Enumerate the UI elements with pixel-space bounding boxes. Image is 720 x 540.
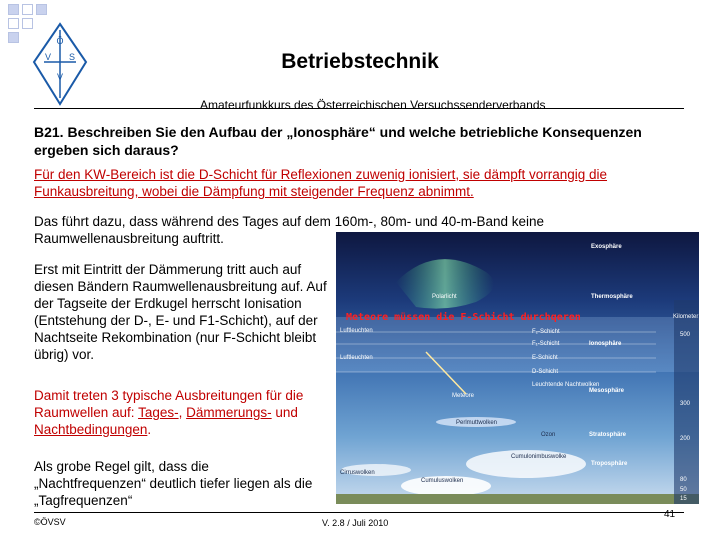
svg-text:Ö: Ö [56, 36, 64, 46]
page-subtitle: Amateurfunkkurs des Österreichischen Versuchssenderverbands [200, 98, 546, 112]
label-mesosphere: Mesosphäre [589, 388, 625, 394]
label-stratosphere: Stratosphäre [589, 432, 627, 438]
sep-1: , [178, 405, 187, 420]
svg-text:V: V [56, 72, 64, 82]
km-tick-15: 15 [680, 496, 687, 502]
footer-copyright: ©ÖVSV [34, 517, 66, 527]
ground [336, 494, 699, 504]
label-exosphere: Exosphäre [591, 244, 622, 250]
label-cumulus: Cumuluswolken [421, 478, 464, 484]
tag-link: Tages- [138, 405, 179, 420]
daemmerung-link: Dämmerungs- [186, 405, 272, 420]
km-tick-500: 500 [680, 332, 691, 338]
page-number: 41 [664, 509, 676, 520]
footer-version: V. 2.8 / Juli 2010 [322, 518, 389, 528]
atmosphere-diagram [336, 232, 699, 504]
footer-divider [34, 512, 684, 513]
paragraph-daytime: Das führt dazu, dass während des Tages auf dem 160m-, 80m- und 40-m-Band keine Raumwellenausbreitung auftritt. [34, 214, 545, 246]
answer-red-span: Für den KW-Bereich ist die D-Schicht für Reflexionen zuwenig ionisiert, sie dämpft vorrangig die Funkausbreitung, wobei die Dämpfung mit steigender Frequenz abnimmt. [34, 167, 608, 199]
label-f2: F₂-Schicht [532, 329, 560, 335]
km-tick-80: 80 [680, 477, 687, 483]
label-d: D-Schicht [532, 369, 559, 375]
propagation-intro: Damit treten 3 typische Ausbreitungen für die Raumwellen auf: [34, 388, 304, 420]
sep-2: und [271, 405, 298, 420]
page-title: Betriebstechnik [281, 50, 439, 73]
km-tick-50: 50 [680, 487, 687, 493]
nacht-link: Nachtbedingungen [34, 422, 148, 437]
label-polarlicht: Polarlicht [432, 294, 457, 300]
svg-text:S: S [68, 52, 76, 62]
label-luftleuchten-1: Luftleuchten [340, 328, 373, 334]
svg-text:V: V [44, 52, 52, 62]
label-perlmutt: Perlmuttwolken [456, 420, 498, 426]
label-meteore: Meteore [452, 393, 475, 399]
label-luftleuchten-2: Luftleuchten [340, 355, 373, 361]
meteor-overlay-text: Meteore müssen die F-Schicht durchqeren [346, 312, 581, 323]
label-ozon: Ozon [541, 432, 556, 438]
label-ionosphere: Ionosphäre [589, 341, 622, 347]
km-tick-200: 200 [680, 436, 691, 442]
paragraph-rule: Als grobe Regel gilt, dass die „Nachtfrequenzen“ deutlich tiefer liegen als die „Tagfrequenzen“ [34, 459, 313, 508]
label-nlc: Leuchtende Nachtwolken [532, 382, 600, 388]
label-troposphere: Troposphäre [591, 461, 628, 467]
label-kilometer: Kilometer [673, 314, 699, 320]
answer-red-text [34, 166, 684, 200]
label-cirrus: Cirruswolken [340, 470, 375, 476]
paragraph-dusk: Erst mit Eintritt der Dämmerung tritt auch auf diesen Bändern Raumwellenausbreitung auf. Auf der Tagseite der Erdkugel herrscht Ionisation (Entstehung der D-, E- und F1-Schicht), auf der Nachtseite Rekombination (nur F-Schicht bleibt übrig) vor. [34, 262, 327, 362]
label-thermosphere: Thermosphäre [591, 294, 633, 300]
label-f1: F₁-Schicht [532, 341, 560, 347]
label-cb: Cumulonimbuswolke [511, 454, 567, 460]
km-tick-300: 300 [680, 401, 691, 407]
propagation-types [34, 387, 334, 438]
period: . [147, 422, 152, 437]
question-heading: B21. Beschreiben Sie den Aufbau der „Ionosphäre“ und welche betriebliche Konsequenzen ergeben sich daraus? [34, 124, 642, 158]
label-e: E-Schicht [532, 355, 558, 361]
